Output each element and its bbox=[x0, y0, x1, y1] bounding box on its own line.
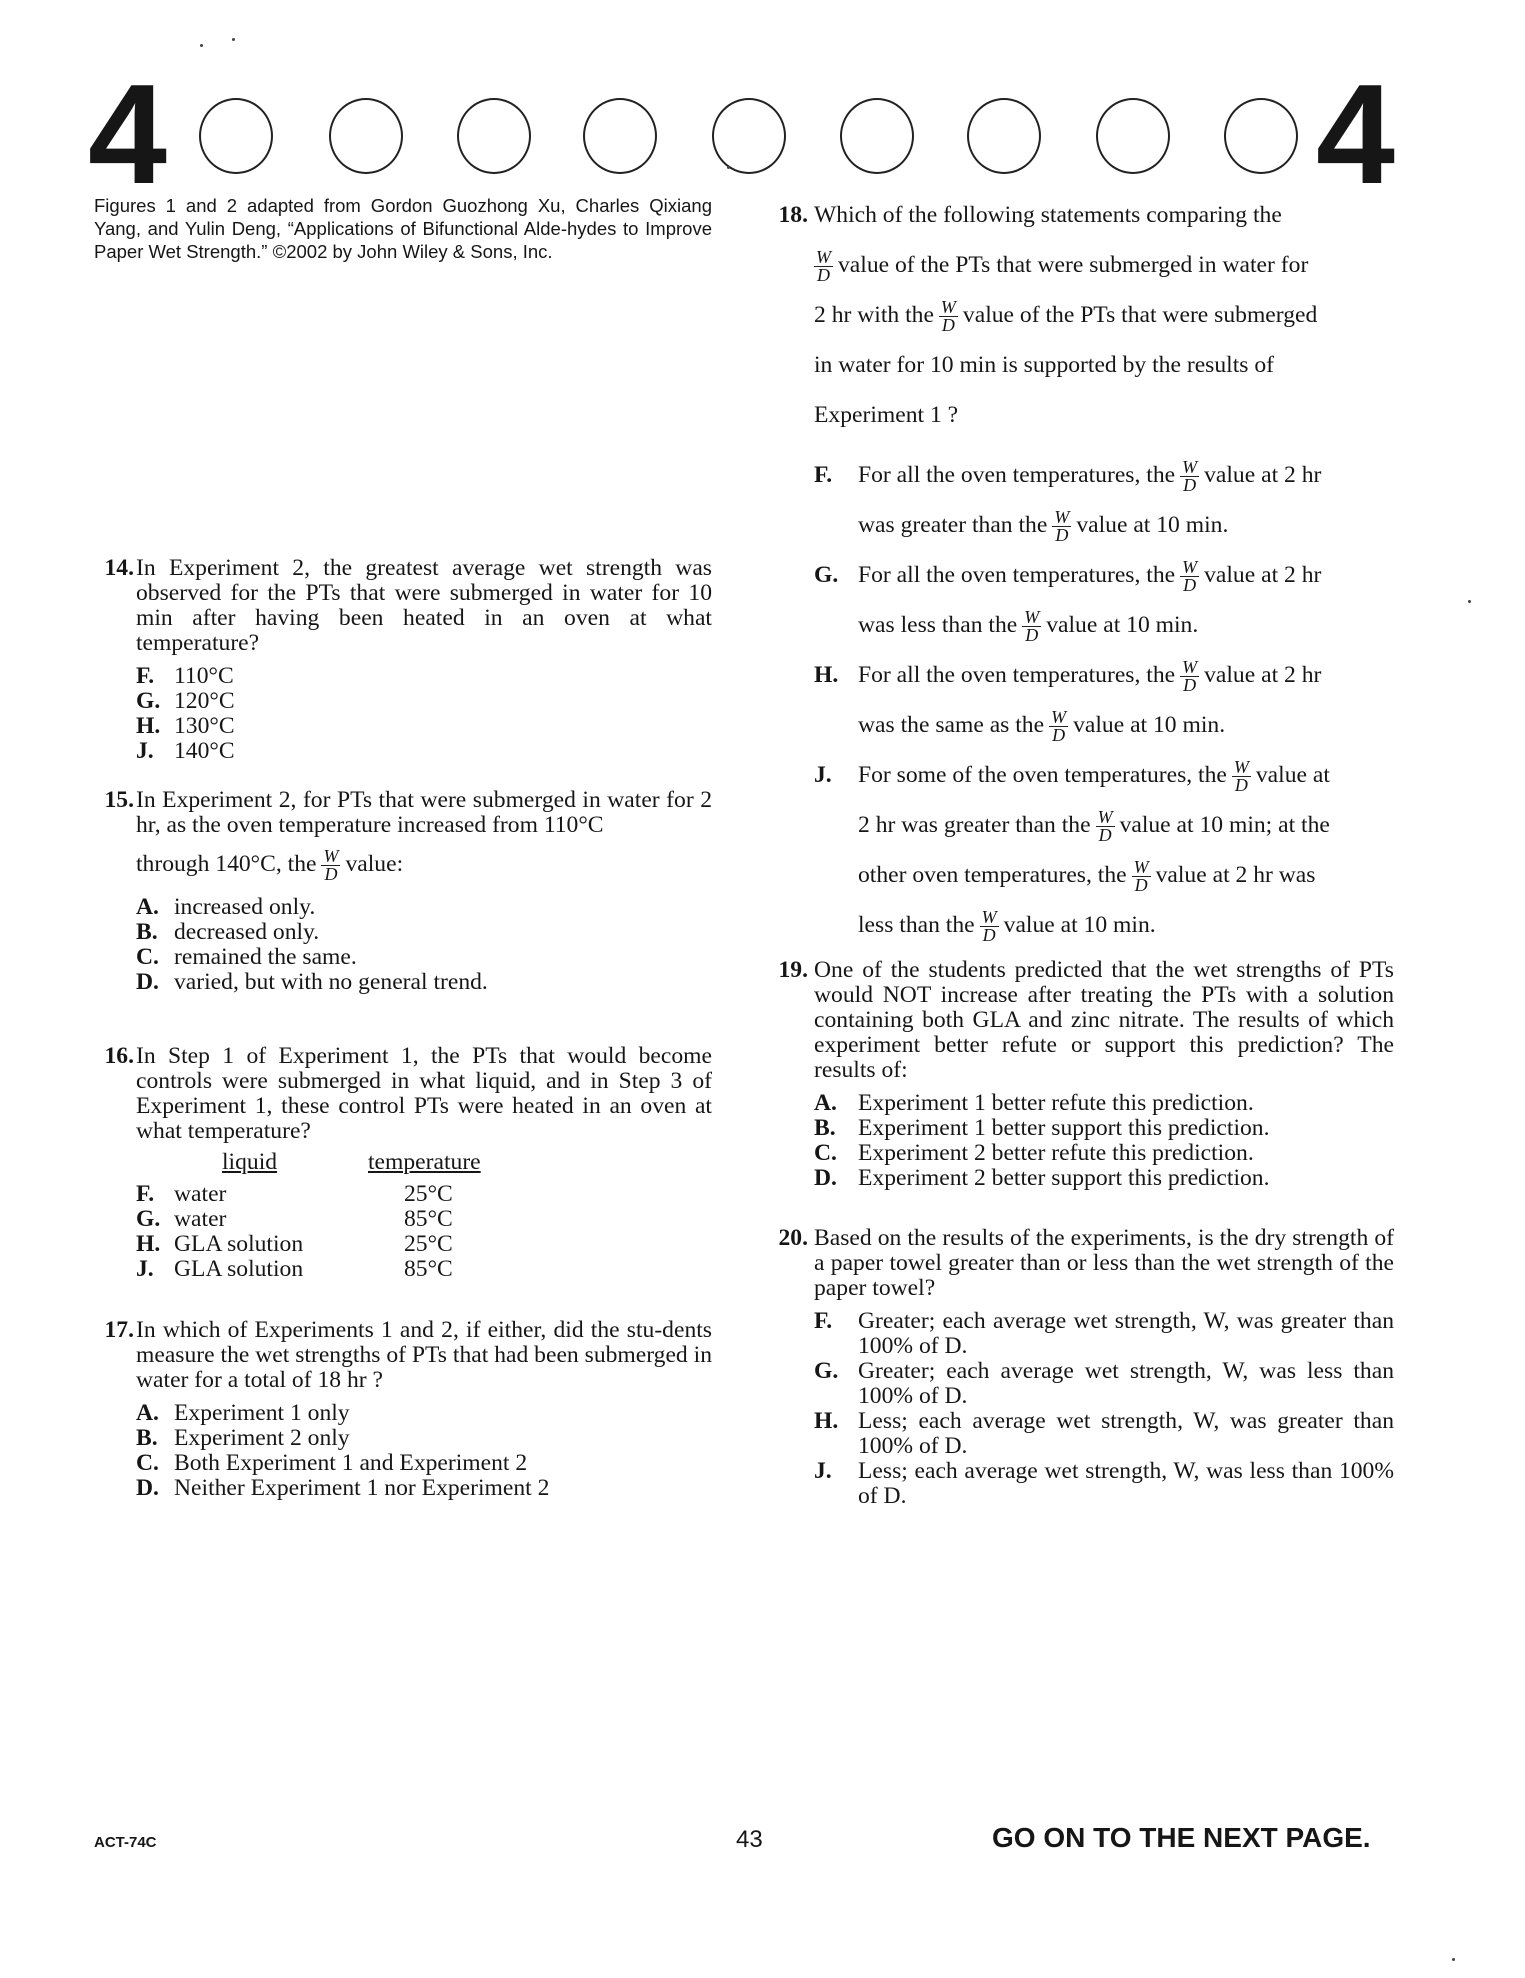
option-temperature: 85°C bbox=[404, 1256, 453, 1282]
option-letter: A. bbox=[136, 1400, 159, 1426]
header-circle bbox=[1224, 98, 1298, 174]
question-number: 19. bbox=[778, 957, 808, 983]
option-text: Experiment 1 better refute this prediction. bbox=[858, 1090, 1254, 1116]
option-letter: J. bbox=[136, 1256, 154, 1282]
w-over-d-fraction: $\frac{W}{D}$ bbox=[1097, 807, 1113, 846]
answer-option bbox=[136, 1476, 712, 1501]
answer-option bbox=[136, 689, 712, 714]
question-stem: In which of Experiments 1 and 2, if either, did the stu-dents measure the wet strengths of PTs that had been submerged in water for a total of 18 hr ? bbox=[136, 1317, 712, 1393]
option-liquid: GLA solution bbox=[174, 1231, 304, 1257]
option-liquid: water bbox=[174, 1181, 227, 1207]
stem-line: Experiment 1 ? bbox=[814, 402, 959, 428]
option-letter: J. bbox=[814, 1458, 832, 1484]
option-text: decreased only. bbox=[174, 919, 320, 945]
option-letter: D. bbox=[136, 1475, 159, 1501]
option-letter: F. bbox=[136, 663, 155, 689]
option-text: 130°C bbox=[174, 713, 235, 739]
header-circle bbox=[712, 98, 786, 174]
option-letter: F. bbox=[814, 462, 833, 488]
option-letter: G. bbox=[814, 562, 839, 588]
answer-option bbox=[136, 920, 712, 945]
header-circle bbox=[199, 98, 273, 174]
option-text: Less; each average wet strength, W, was greater than 100% of D. bbox=[858, 1408, 1394, 1459]
option-letter: C. bbox=[814, 1140, 837, 1166]
answer-option bbox=[814, 1459, 1394, 1509]
option-letter: B. bbox=[136, 1425, 158, 1451]
answer-option bbox=[136, 945, 712, 970]
answer-option bbox=[136, 1401, 712, 1426]
question-number: 20. bbox=[778, 1225, 808, 1251]
header-circle bbox=[329, 98, 403, 174]
option-letter: H. bbox=[814, 662, 839, 688]
option-letter: G. bbox=[136, 688, 161, 714]
question-18 bbox=[768, 190, 1394, 950]
question-number: 18. bbox=[778, 202, 808, 228]
option-letter: C. bbox=[136, 944, 159, 970]
answer-option bbox=[814, 1409, 1394, 1459]
section-number-right: 4 bbox=[1316, 55, 1393, 214]
question-16 bbox=[94, 1044, 712, 1290]
question-number: 17. bbox=[104, 1317, 134, 1343]
question-number: 15. bbox=[104, 787, 134, 813]
option-text: Greater; each average wet strength, W, was greater than 100% of D. bbox=[858, 1308, 1394, 1359]
option-text: increased only. bbox=[174, 894, 316, 920]
option-liquid: water bbox=[174, 1206, 227, 1232]
option-letter: A. bbox=[814, 1090, 837, 1116]
option-text: Neither Experiment 1 nor Experiment 2 bbox=[174, 1475, 550, 1501]
scan-speck bbox=[232, 38, 235, 41]
answer-option: G. For all the oven temperatures, the $\frac{W}{D}$ value at 2 hr was less than the $\frac{W}{D}$ value at 10 min. bbox=[814, 550, 1394, 650]
header-circle bbox=[457, 98, 531, 174]
scan-speck bbox=[1452, 1958, 1455, 1961]
question-20 bbox=[768, 1226, 1394, 1509]
scan-speck bbox=[727, 166, 730, 169]
figure-credit: Figures 1 and 2 adapted from Gordon Guozhong Xu, Charles Qixiang Yang, and Yulin Deng, “Applications of Bifunctional Alde-hydes to Improve Paper Wet Strength.” ©2002 by John Wiley & Sons, Inc. bbox=[94, 195, 712, 262]
option-text: Experiment 1 better support this prediction. bbox=[858, 1115, 1270, 1141]
option-text: 110°C bbox=[174, 663, 234, 689]
option-text: Both Experiment 1 and Experiment 2 bbox=[174, 1450, 528, 1476]
option-text: Experiment 2 better support this prediction. bbox=[858, 1165, 1270, 1191]
option-text: Less; each average wet strength, W, was less than 100% of D. bbox=[858, 1458, 1394, 1509]
stem-line: in water for 10 min is supported by the results of bbox=[814, 352, 1274, 378]
stem-line: 2 hr with the $\frac{W}{D}$ value of the PTs that were submerged bbox=[814, 297, 1318, 336]
stem-text: through 140°C, the bbox=[136, 850, 317, 877]
answer-table bbox=[136, 1150, 712, 1290]
option-letter: H. bbox=[136, 713, 161, 739]
option-text: Greater; each average wet strength, W, was less than 100% of D. bbox=[858, 1358, 1394, 1409]
question-number: 14. bbox=[104, 555, 134, 581]
answer-option bbox=[814, 1359, 1394, 1409]
question-stem: In Experiment 2, the greatest average wet strength was observed for the PTs that were submerged in water for 10 min after having been heated in an oven at what temperature? bbox=[136, 555, 712, 656]
option-letter: F. bbox=[814, 1308, 833, 1334]
w-over-d-fraction: $\frac{W}{D}$ bbox=[1054, 507, 1070, 546]
question-stem: One of the students predicted that the wet strengths of PTs would NOT increase after treating the PTs with a solution containing both GLA and zinc nitrate. The results of which experiment better refute or support this prediction? The results of: bbox=[814, 957, 1394, 1083]
w-over-d-fraction: $\frac{W}{D}$ bbox=[940, 297, 956, 336]
answer-option bbox=[136, 714, 712, 739]
w-over-d-fraction: $\frac{W}{D}$ bbox=[1024, 607, 1040, 646]
w-over-d-fraction: $\frac{W}{D}$ bbox=[323, 846, 339, 884]
header-circle bbox=[967, 98, 1041, 174]
option-letter: J. bbox=[814, 762, 832, 788]
question-stem: In Step 1 of Experiment 1, the PTs that would become controls were submerged in what liquid, and in Step 3 of Experiment 1, these control PTs were heated in an oven at what temperature? bbox=[136, 1043, 712, 1144]
option-temperature: 25°C bbox=[404, 1181, 453, 1207]
option-text: Experiment 1 only bbox=[174, 1400, 350, 1426]
question-stem: In Experiment 2, for PTs that were submerged in water for 2 hr, as the oven temperature increased from 110°C bbox=[136, 787, 712, 838]
scan-speck bbox=[200, 44, 203, 47]
answer-option: J. For some of the oven temperatures, the $\frac{W}{D}$ value at 2 hr was greater than the $\frac{W}{D}$ value at 10 min; at the other oven temperatures, the $\frac{W}{D}$ value at 2 hr was less than the $\frac{W}{D}$ value at 10 min. bbox=[814, 750, 1394, 950]
answer-option bbox=[814, 1116, 1394, 1141]
w-over-d-fraction: $\frac{W}{D}$ bbox=[1233, 757, 1249, 796]
stem-text: value: bbox=[345, 850, 404, 877]
answer-option bbox=[136, 1426, 712, 1451]
go-on-notice: GO ON TO THE NEXT PAGE. bbox=[992, 1822, 1371, 1853]
option-temperature: 25°C bbox=[404, 1231, 453, 1257]
test-code: ACT-74C bbox=[94, 1834, 157, 1851]
option-text: Experiment 2 better refute this prediction. bbox=[858, 1140, 1254, 1166]
option-text: 140°C bbox=[174, 738, 235, 764]
question-19 bbox=[768, 958, 1394, 1191]
w-over-d-fraction: $\frac{W}{D}$ bbox=[981, 907, 997, 946]
option-letter: F. bbox=[136, 1181, 155, 1207]
header-circle bbox=[1096, 98, 1170, 174]
page-number: 43 bbox=[736, 1826, 763, 1853]
w-over-d-fraction: $\frac{W}{D}$ bbox=[1182, 457, 1198, 496]
w-over-d-fraction: $\frac{W}{D}$ bbox=[1133, 857, 1149, 896]
question-number: 16. bbox=[104, 1043, 134, 1069]
section-number-left: 4 bbox=[88, 55, 165, 214]
answer-option bbox=[136, 970, 712, 995]
option-letter: A. bbox=[136, 894, 159, 920]
question-17 bbox=[94, 1318, 712, 1501]
stem-line: $\frac{W}{D}$ value of the PTs that were submerged in water for bbox=[816, 247, 1309, 286]
w-over-d-fraction: $\frac{W}{D}$ bbox=[1051, 707, 1067, 746]
w-over-d-fraction: $\frac{W}{D}$ bbox=[1182, 657, 1198, 696]
scan-speck bbox=[1468, 600, 1471, 603]
option-temperature: 85°C bbox=[404, 1206, 453, 1232]
answer-option: F. For all the oven temperatures, the $\frac{W}{D}$ value at 2 hr was greater than the $\frac{W}{D}$ value at 10 min. bbox=[814, 450, 1394, 550]
header-circle bbox=[840, 98, 914, 174]
answer-option bbox=[814, 1141, 1394, 1166]
option-text: remained the same. bbox=[174, 944, 357, 970]
answer-option bbox=[814, 1166, 1394, 1191]
question-stem: Based on the results of the experiments, is the dry strength of a paper towel greater than or less than the wet strength of the paper towel? bbox=[814, 1225, 1394, 1301]
answer-option bbox=[136, 739, 712, 764]
option-letter: D. bbox=[814, 1165, 837, 1191]
question-stem-line bbox=[136, 848, 712, 883]
option-letter: B. bbox=[814, 1115, 836, 1141]
option-text: 120°C bbox=[174, 688, 235, 714]
header-circle bbox=[583, 98, 657, 174]
option-letter: C. bbox=[136, 1450, 159, 1476]
answer-option bbox=[136, 1451, 712, 1476]
question-14 bbox=[94, 556, 712, 764]
w-over-d-fraction: $\frac{W}{D}$ bbox=[816, 247, 831, 286]
answer-option bbox=[136, 664, 712, 689]
option-liquid: GLA solution bbox=[174, 1256, 304, 1282]
w-over-d-fraction: $\frac{W}{D}$ bbox=[1182, 557, 1198, 596]
answer-option bbox=[814, 1091, 1394, 1116]
option-letter: D. bbox=[136, 969, 159, 995]
answer-option: H. For all the oven temperatures, the $\frac{W}{D}$ value at 2 hr was the same as the $\frac{W}{D}$ value at 10 min. bbox=[814, 650, 1394, 750]
answer-option bbox=[814, 1309, 1394, 1359]
option-letter: B. bbox=[136, 919, 158, 945]
answer-option bbox=[136, 895, 712, 920]
column-header-liquid: liquid bbox=[222, 1149, 278, 1175]
option-text: Experiment 2 only bbox=[174, 1425, 350, 1451]
option-letter: H. bbox=[136, 1231, 161, 1257]
option-letter: H. bbox=[814, 1408, 839, 1434]
option-text: varied, but with no general trend. bbox=[174, 969, 488, 995]
stem-line: Which of the following statements comparing the bbox=[814, 202, 1282, 228]
option-letter: G. bbox=[136, 1206, 161, 1232]
column-header-temperature: temperature bbox=[368, 1149, 481, 1175]
question-15 bbox=[94, 788, 712, 995]
option-letter: J. bbox=[136, 738, 154, 764]
option-letter: G. bbox=[814, 1358, 839, 1384]
